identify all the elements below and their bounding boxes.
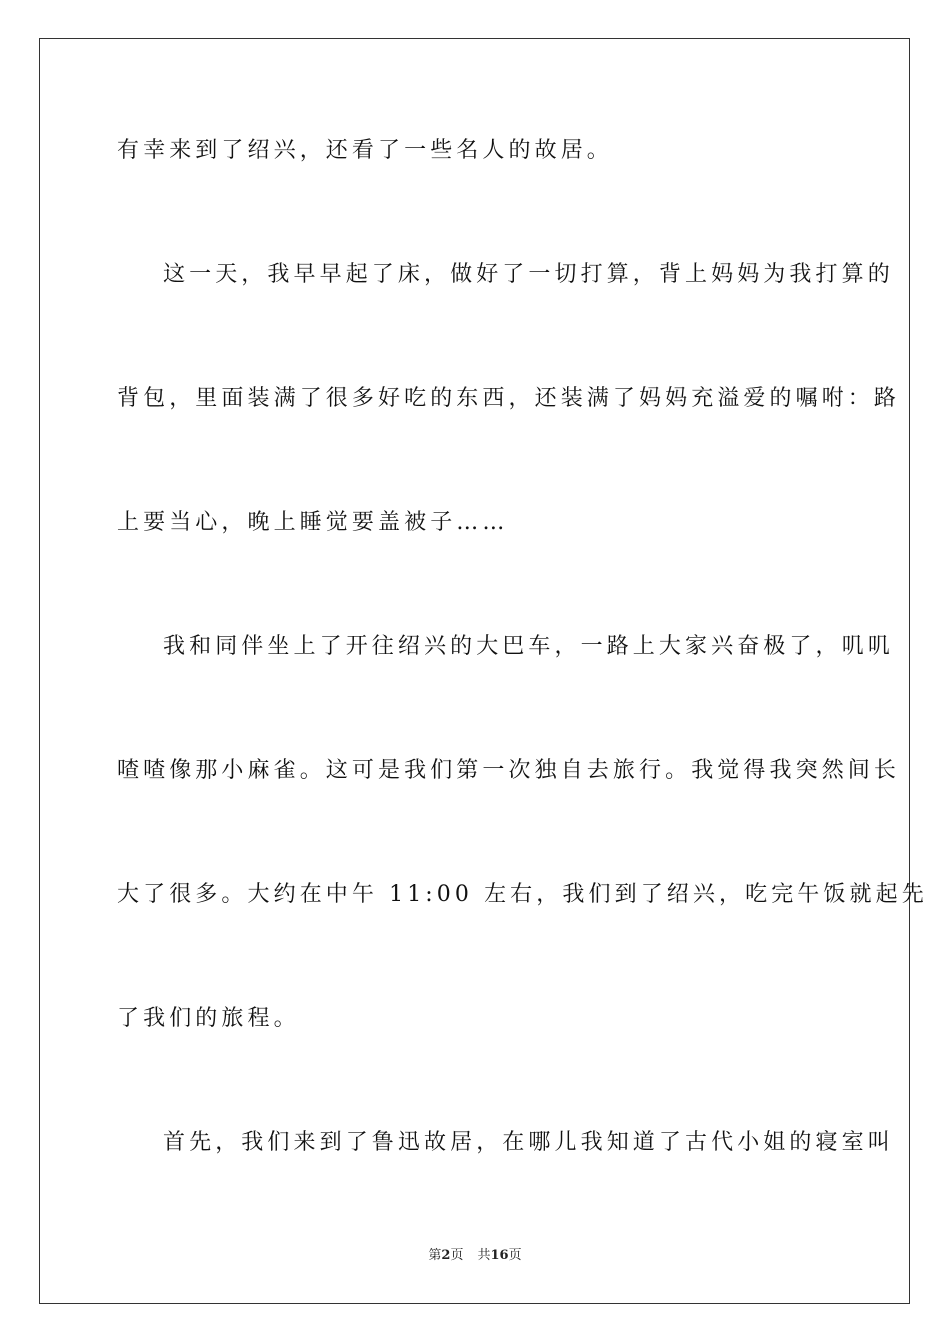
total-prefix: 共: [477, 1248, 491, 1263]
page-footer: [0, 1248, 950, 1264]
paragraph-line-5: 我和同伴坐上了开往绍兴的大巴车，一路上大家兴奋极了，叽叽: [163, 634, 894, 659]
text-line-8: 了我们的旅程。: [117, 1006, 300, 1031]
total-pages: 16: [490, 1248, 509, 1263]
text-line-4: 上要当心，晚上睡觉要盖被子……: [117, 510, 509, 535]
text-line-7: 大了很多。大约在中午 11:00 左右，我们到了绍兴，吃完午饭就起先: [117, 882, 928, 907]
total-suffix: 页: [508, 1248, 522, 1263]
paragraph-line-9: 首先，我们来到了鲁迅故居，在哪儿我知道了古代小姐的寝室叫: [163, 1130, 894, 1155]
page-prefix: 第: [428, 1248, 442, 1263]
text-line-6: 喳喳像那小麻雀。这可是我们第一次独自去旅行。我觉得我突然间长: [117, 758, 901, 783]
text-line-1: 有幸来到了绍兴，还看了一些名人的故居。: [117, 138, 613, 163]
page-suffix: 页: [450, 1248, 464, 1263]
text-line-3: 背包，里面装满了很多好吃的东西，还装满了妈妈充溢爱的嘱咐：路: [117, 386, 901, 411]
page-number: 2: [441, 1248, 451, 1263]
page-border: [39, 38, 928, 1304]
paragraph-line-2: 这一天，我早早起了床，做好了一切打算，背上妈妈为我打算的: [163, 262, 894, 287]
